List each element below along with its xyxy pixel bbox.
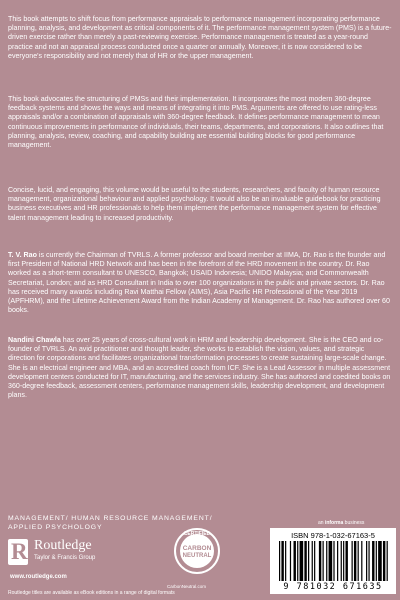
svg-text:NEUTRAL: NEUTRAL <box>182 553 212 559</box>
publisher-logo <box>8 536 128 588</box>
barcode-bar <box>383 541 385 581</box>
author-bio-chawla-text: has over 25 years of cross-cultural work in HRM and leadership development. She is the CEO and co-founder of TVRLS. An avid practitioner and thought leader, she works to establish the vision, values, and strategic direction for corporations and facilitates organizational transformation processes to create sustaining large-scale change. She is an electrical engineer and MBA, and an accredited coach from ICF. She is a Lead Assessor in multiple assessment development centers conducted for IT, manufacturing, and the services industry. She has authored and coedited books on 360-degree feedback, assessment centers, performance management skills, leadership development, and development plans. <box>8 336 391 400</box>
barcode-bar <box>312 541 313 581</box>
barcode-bar <box>279 541 280 581</box>
barcode-bar <box>281 541 283 581</box>
isbn-barcode <box>270 528 396 594</box>
barcode-bar <box>376 541 377 581</box>
publisher-group: Taylor & Francis Group <box>34 555 96 561</box>
barcode-digits: 9 781032 671635 <box>283 582 383 592</box>
barcode-bar <box>361 541 362 581</box>
publisher-url: www.routledge.com <box>10 574 67 580</box>
carbon-neutral-url: CarbonNeutral.com <box>167 584 207 589</box>
barcode-bar <box>319 541 321 581</box>
barcode-bar <box>297 541 298 581</box>
barcode-bar <box>368 541 369 581</box>
barcode-bar <box>285 541 286 581</box>
informa-business-label: an informa business <box>318 520 365 526</box>
description-text-2: This book advocates the structuring of PMSs and their implementation. It incorporates the most modern 360-degree feedback systems and shows the ways and means of integrating it into PMS. Arguments are offered to use rating-less appraisals and/or a combination of appraisals with 360-degree feedback. It defines performance management to mean continuous improvements in performance of individuals, their teams, departments, and corporations. It also outlines that planning, analysis, review, coaching, and capability building are essential building blocks for good performance management. <box>8 95 384 150</box>
author-bio-rao <box>8 251 392 315</box>
carbon-neutral-badge-icon <box>171 524 223 578</box>
publisher-name: Routledge <box>34 538 92 553</box>
description-paragraph-3 <box>8 186 392 223</box>
barcode-bar <box>337 541 338 581</box>
barcode-bar <box>290 541 291 581</box>
barcode-bar <box>354 541 356 581</box>
description-text-1: This book attempts to shift focus from performance appraisals to performance management incorporating performance planning, analysis, and development as critical components of it. The performance management system (PMS) is a future-driven exercise rather than merely a past-reviewing exercise. Performance management is treated as a year-round practice and not an appraisal process conducted once a quarter or annually. Moreover, it is now considered to be everyone's responsibility and not merely that of HR or the upper management. <box>8 15 392 60</box>
barcode-bar <box>308 541 309 581</box>
certified-text: CERTIFIED <box>183 531 211 537</box>
barcode-bar <box>387 541 388 581</box>
barcode-bar <box>372 541 374 581</box>
svg-text:CARBON: CARBON <box>182 545 212 552</box>
barcode-bar <box>366 541 367 581</box>
author-bio-chawla <box>8 336 392 400</box>
author-name-chawla: Nandini Chawla <box>8 336 61 344</box>
ebook-footer-note: Routledge titles are available as eBook editions in a range of digital formats <box>8 590 175 596</box>
author-bio-rao-text: is currently the Chairman of TVRLS. A former professor and board member at IIMA, Dr. Rao is the founder and first President of National HRD Network and has been in the forefront of the HRD movement in the country. Dr. Rao worked as a short-term consultant to UNESCO, Bangkok; USAID Indonesia; UNIDO Malaysia; and Commonwealth Secretariat, London; and as HRD Consultant in India to over 100 organizations in the public and private sectors. Dr. Rao has received many awards including Ravi Matthai Fellow (AIMS), Asia Pacific HR Professional of the Year 2019 (APFHRM), and the Lifetime Achievement Award from the Indian Academy of Management. Dr. Rao has authored over 60 books. <box>8 251 390 315</box>
barcode-bar <box>352 541 353 581</box>
barcode-bar <box>341 541 342 581</box>
barcode-bar <box>294 541 296 581</box>
barcode-bar <box>326 541 327 581</box>
barcode-bar <box>343 541 344 581</box>
barcode-bar <box>333 541 334 581</box>
subject-line-2: APPLIED PSYCHOLOGY <box>8 524 103 532</box>
routledge-logo-icon: R <box>8 539 28 565</box>
barcode-bar <box>378 541 382 581</box>
barcode-icon <box>279 541 389 581</box>
barcode-bar <box>345 541 347 581</box>
barcode-bar <box>304 541 306 581</box>
subject-line-1: MANAGEMENT/ HUMAN RESOURCE MANAGEMENT/ <box>8 515 213 522</box>
barcode-bar <box>323 541 324 581</box>
barcode-bar <box>314 541 315 581</box>
isbn-label: ISBN 978-1-032-67163-5 <box>291 531 375 540</box>
author-name-rao: T. V. Rao <box>8 251 37 259</box>
description-text-3: Concise, lucid, and engaging, this volume would be useful to the students, researchers, and faculty of human resource management, organizational behaviour and applied psychology. It would also be an invaluable guidebook for practicing business executives and HR professionals to help them implement the performance management system for effective talent management leading to increased productivity. <box>8 186 381 222</box>
description-paragraph-2 <box>8 95 392 150</box>
description-paragraph-1 <box>8 15 392 61</box>
barcode-bar <box>329 541 333 581</box>
barcode-bar <box>300 541 304 581</box>
barcode-bar <box>358 541 359 581</box>
